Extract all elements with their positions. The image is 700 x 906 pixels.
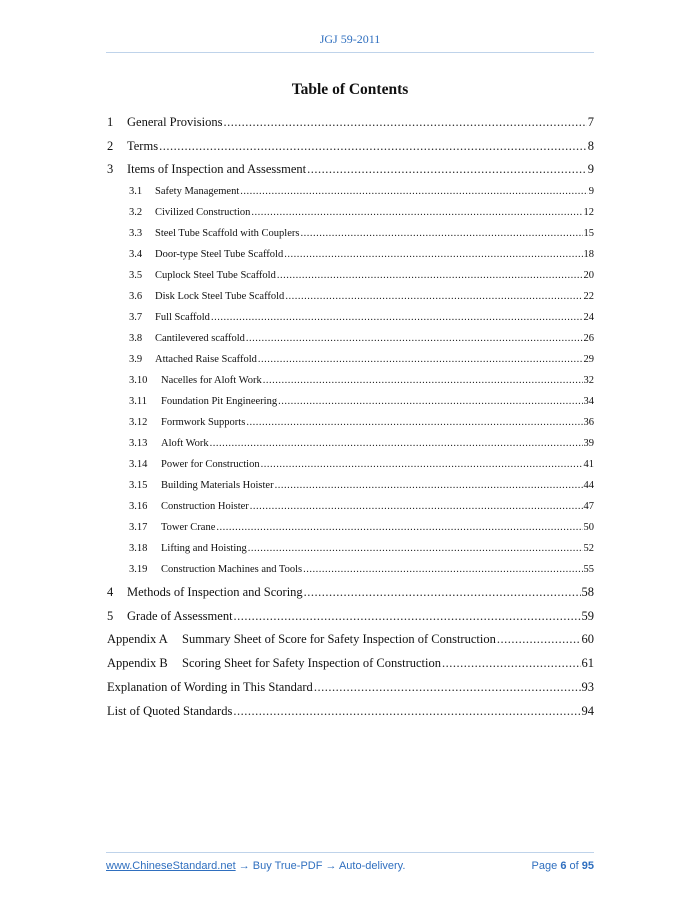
toc-entry-label — [107, 184, 239, 200]
toc-entry-title: Lifting and Hoisting — [161, 543, 247, 554]
toc-entry-page: 58 — [581, 585, 594, 599]
header-divider — [106, 52, 594, 53]
toc-entry-title: Terms — [127, 139, 159, 153]
toc-entry-label — [107, 289, 284, 305]
toc-entry-label — [107, 478, 274, 494]
toc-entry-page: 47 — [583, 501, 594, 512]
toc-entry-label — [107, 703, 232, 719]
toc-entry[interactable] — [107, 247, 594, 263]
toc-entry-page: 94 — [581, 704, 594, 718]
dot-leader — [285, 289, 582, 305]
toc-entry-page: 59 — [581, 609, 594, 623]
arrow-icon: → — [325, 860, 337, 872]
toc-entry-title: Foundation Pit Engineering — [161, 396, 278, 407]
dot-leader — [211, 310, 583, 326]
toc-entry[interactable] — [107, 415, 594, 431]
toc-entry-page: 18 — [583, 249, 594, 260]
toc-entry-page: 55 — [583, 564, 594, 575]
toc-entry-title: Cuplock Steel Tube Scaffold — [155, 270, 276, 281]
toc-entry-label — [107, 205, 250, 221]
toc-entry-page: 41 — [583, 459, 594, 470]
toc-entry-page: 52 — [583, 543, 594, 554]
toc-entry-title: Summary Sheet of Score for Safety Inspection of Construction — [182, 632, 496, 646]
toc-entry[interactable] — [107, 520, 594, 536]
dot-leader — [258, 352, 583, 368]
toc-entry-label — [107, 584, 303, 600]
dot-leader — [497, 631, 581, 647]
page-title: Table of Contents — [291, 81, 409, 98]
toc-entry-number: 3 — [107, 162, 114, 176]
toc-entry-title: General Provisions — [127, 115, 223, 129]
toc-entry-number: 3.12 — [129, 417, 148, 428]
toc-entry[interactable] — [107, 655, 594, 671]
toc-entry-page: 60 — [581, 632, 594, 646]
toc-entry-page: 9 — [587, 162, 594, 176]
toc-entry-label — [107, 415, 245, 431]
toc-entry-label — [107, 436, 209, 452]
toc-entry-title: Methods of Inspection and Scoring — [127, 585, 303, 599]
toc-entry-label — [107, 499, 249, 515]
toc-entry-number: 3.3 — [129, 228, 143, 239]
delivery-text: Auto-delivery. — [338, 860, 406, 872]
toc-entry-number: 3.11 — [129, 396, 147, 407]
toc-entry-page: 32 — [583, 375, 594, 386]
dot-leader — [300, 226, 582, 242]
toc-entry[interactable] — [107, 499, 594, 515]
toc-entry-title: Steel Tube Scaffold with Couplers — [155, 228, 300, 239]
toc-entry-number: 3.19 — [129, 564, 148, 575]
toc-entry-label — [107, 161, 306, 177]
toc-entry[interactable] — [107, 457, 594, 473]
toc-entry-number: 2 — [107, 139, 114, 153]
toc-entry-title: Aloft Work — [161, 438, 209, 449]
toc-entry-number: 5 — [107, 609, 114, 623]
toc-entry-number: 1 — [107, 115, 114, 129]
toc-entry-page: 36 — [583, 417, 594, 428]
toc-entry-label — [107, 655, 441, 671]
toc-entry-page: 22 — [583, 291, 594, 302]
toc-entry-number: 3.7 — [129, 312, 143, 323]
toc-entry[interactable] — [107, 138, 594, 154]
toc-entry-number: 3.18 — [129, 543, 148, 554]
toc-entry-label — [107, 679, 313, 695]
toc-entry-number: 4 — [107, 585, 114, 599]
toc-entry-label — [107, 541, 247, 557]
toc-entry[interactable] — [107, 541, 594, 557]
toc-entry-label — [107, 608, 233, 624]
toc-entry-number: 3.17 — [129, 522, 148, 533]
dot-leader — [284, 247, 582, 263]
toc-entry-title: Scoring Sheet for Safety Inspection of Construction — [182, 656, 441, 670]
footer — [106, 860, 594, 876]
toc-entry-title: Cantilevered scaffold — [155, 333, 245, 344]
toc-entry-title: Construction Machines and Tools — [161, 564, 303, 575]
toc-entry-page: 24 — [583, 312, 594, 323]
toc-entry-label — [107, 562, 302, 578]
toc-entry[interactable] — [107, 394, 594, 410]
dot-leader — [234, 608, 581, 624]
dot-leader — [277, 268, 583, 284]
toc-entry-label — [107, 520, 215, 536]
dot-leader — [303, 562, 582, 578]
toc-entry-number: 3.16 — [129, 501, 148, 512]
toc-entry-label — [107, 268, 276, 284]
toc-entry-number: Appendix B — [107, 656, 168, 670]
toc-entry[interactable] — [107, 584, 594, 600]
toc-entry-page: 12 — [583, 207, 594, 218]
toc-entry-label — [107, 373, 262, 389]
toc-entry-number: 3.10 — [129, 375, 148, 386]
toc-entry[interactable] — [107, 436, 594, 452]
toc-entry[interactable] — [107, 562, 594, 578]
toc-entry[interactable] — [107, 352, 594, 368]
toc-entry-number: 3.5 — [129, 270, 143, 281]
toc-entry-page: 15 — [583, 228, 594, 239]
toc-entry-title: Formwork Supports — [161, 417, 246, 428]
toc-entry[interactable] — [107, 478, 594, 494]
toc-entry[interactable] — [107, 703, 594, 719]
toc-entry-page: 44 — [583, 480, 594, 491]
toc-entry-number: 3.9 — [129, 354, 143, 365]
toc-entry[interactable] — [107, 114, 594, 130]
toc-entry-title: Tower Crane — [161, 522, 216, 533]
dot-leader — [304, 584, 581, 600]
dot-leader — [246, 415, 582, 431]
dot-leader — [263, 373, 583, 389]
toc-entry-label — [107, 310, 210, 326]
toc-entry-number: Appendix A — [107, 632, 168, 646]
page-prefix: Page — [531, 860, 558, 872]
page-of: of — [569, 860, 579, 872]
toc-entry-label — [107, 138, 158, 154]
toc-entry-label — [107, 352, 257, 368]
dot-leader — [307, 161, 587, 177]
toc-entry-number: 3.2 — [129, 207, 143, 218]
toc-entry-title: Disk Lock Steel Tube Scaffold — [155, 291, 285, 302]
toc-entry-label — [107, 247, 283, 263]
dot-leader — [248, 541, 583, 557]
buy-pdf-text: Buy True-PDF — [252, 860, 323, 872]
dot-leader — [246, 331, 583, 347]
total-page-count: 95 — [581, 860, 594, 872]
current-page-number: 6 — [560, 860, 567, 872]
toc-entry-label — [107, 331, 245, 347]
dot-leader — [314, 679, 581, 695]
toc-entry-title: Full Scaffold — [155, 312, 210, 323]
toc-entry-number: 3.14 — [129, 459, 148, 470]
toc-entry[interactable] — [107, 161, 594, 177]
toc-entry-title: Door-type Steel Tube Scaffold — [155, 249, 284, 260]
toc-entry-label — [107, 394, 277, 410]
toc-entry[interactable] — [107, 373, 594, 389]
toc-entry-page: 29 — [583, 354, 594, 365]
toc-entry[interactable] — [107, 205, 594, 221]
dot-leader — [210, 436, 583, 452]
running-header: JGJ 59-2011 — [319, 32, 381, 46]
toc-entry-page: 7 — [587, 115, 594, 129]
toc-entry-number: 3.4 — [129, 249, 143, 260]
toc-entry-title: Safety Management — [155, 186, 240, 197]
toc-entry[interactable] — [107, 226, 594, 242]
toc-entry-number: 3.13 — [129, 438, 148, 449]
dot-leader — [275, 478, 583, 494]
toc-entry-number: 3.15 — [129, 480, 148, 491]
toc-entry-page: 26 — [583, 333, 594, 344]
toc-entry-number: 3.6 — [129, 291, 143, 302]
toc-entry-label — [107, 457, 260, 473]
toc-entry[interactable] — [107, 289, 594, 305]
toc-entry-page: 8 — [587, 139, 594, 153]
toc-entry-title: Attached Raise Scaffold — [155, 354, 257, 365]
footer-promo — [106, 860, 405, 872]
toc-entry-title: Power for Construction — [161, 459, 260, 470]
dot-leader — [261, 457, 583, 473]
dot-leader — [250, 499, 583, 515]
toc-entry-title: List of Quoted Standards — [107, 704, 233, 718]
toc-entry[interactable] — [107, 608, 594, 624]
toc-entry[interactable] — [107, 184, 594, 200]
toc-entry[interactable] — [107, 268, 594, 284]
toc-entry-title: Civilized Construction — [155, 207, 251, 218]
dot-leader — [233, 703, 580, 719]
toc-entry-label — [107, 226, 299, 242]
toc-entry[interactable] — [107, 331, 594, 347]
toc-entry[interactable] — [107, 679, 594, 695]
dot-leader — [251, 205, 582, 221]
arrow-icon: → — [238, 860, 250, 872]
toc-entry-title: Items of Inspection and Assessment — [127, 162, 307, 176]
toc-entry-title: Explanation of Wording in This Standard — [107, 680, 313, 694]
dot-leader — [442, 655, 581, 671]
toc-entry-title: Construction Hoister — [161, 501, 249, 512]
toc-entry-page: 34 — [583, 396, 594, 407]
toc-entry[interactable] — [107, 310, 594, 326]
toc-entry-page: 9 — [588, 186, 594, 197]
footer-divider — [106, 852, 594, 853]
toc-entry-label — [107, 631, 496, 647]
toc-entry-title: Nacelles for Aloft Work — [161, 375, 262, 386]
dot-leader — [159, 138, 587, 154]
dot-leader — [223, 114, 586, 130]
toc-entry-page: 61 — [581, 656, 594, 670]
toc-entry-number: 3.8 — [129, 333, 143, 344]
toc-entry-title: Building Materials Hoister — [161, 480, 274, 491]
toc-entry-page: 20 — [583, 270, 594, 281]
dot-leader — [278, 394, 582, 410]
dot-leader — [216, 520, 582, 536]
toc-entry-number: 3.1 — [129, 186, 143, 197]
toc-entry-label — [107, 114, 222, 130]
website-link[interactable]: www.ChineseStandard.net — [106, 860, 236, 872]
page-indicator — [532, 860, 594, 872]
toc-entry-page: 39 — [583, 438, 594, 449]
toc-entry-page: 93 — [581, 680, 594, 694]
toc-entry-title: Grade of Assessment — [127, 609, 233, 623]
toc-entry[interactable] — [107, 631, 594, 647]
toc-entry-page: 50 — [583, 522, 594, 533]
dot-leader — [240, 184, 587, 200]
